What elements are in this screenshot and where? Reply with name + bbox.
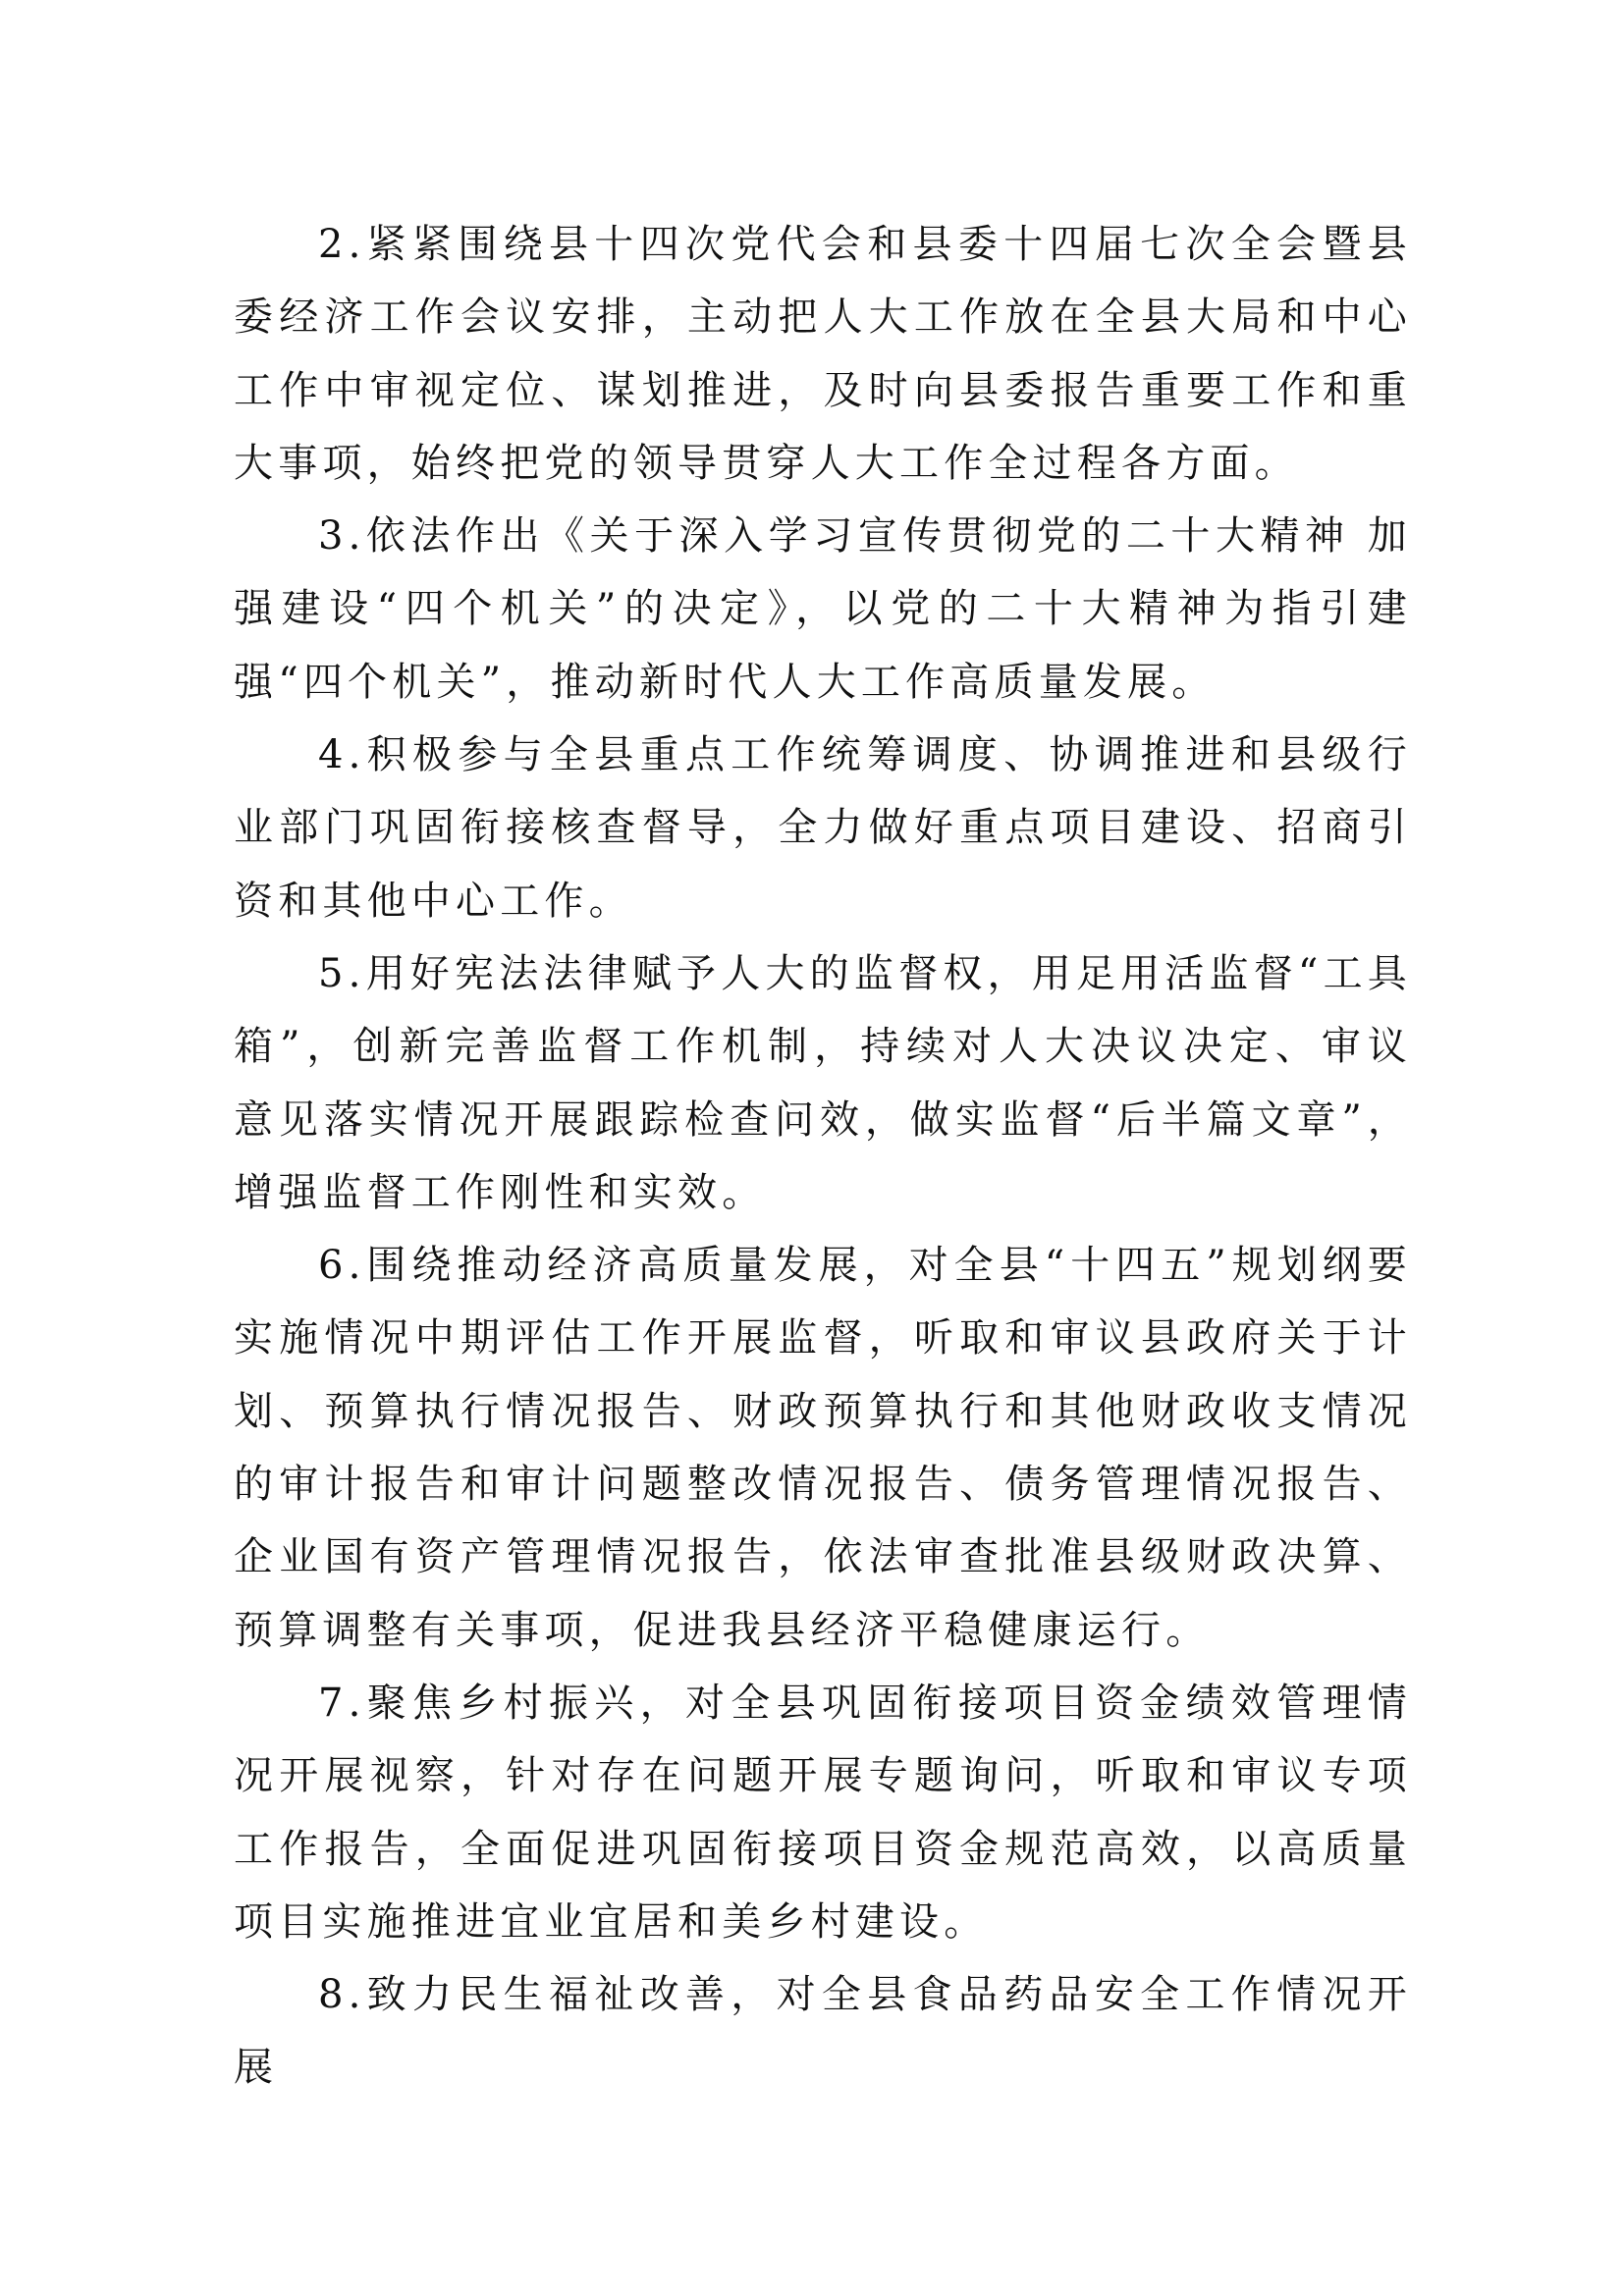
paragraph-item-6: 6.围绕推动经济高质量发展，对全县“十四五”规划纲要实施情况中期评估工作开展监督，听取和审议县政府关于计划、预算执行情况报告、财政预算执行和其他财政收支情况的审计报告和审计问题整改情况报告、债务管理情况报告、企业国有资产管理情况报告，依法审查批准县级财政决算、预算调整有关事项，促进我县经济平稳健康运行。 [234,1243,1412,1653]
paragraph-item-7: 7.聚焦乡村振兴，对全县巩固衔接项目资金绩效管理情况开展视察，针对存在问题开展专题询问，听取和审议专项工作报告，全面促进巩固衔接项目资金规范高效，以高质量项目实施推进宜业宜居和美乡村建设。 [234,1680,1412,1945]
paragraph-item-4: 4.积极参与全县重点工作统筹调度、协调推进和县级行业部门巩固衔接核查督导，全力做好重点项目建设、招商引资和其他中心工作。 [234,732,1412,924]
document-body [234,208,1412,2105]
paragraph-item-8: 8.致力民生福祉改善，对全县食品药品安全工作情况开展 [234,1972,1412,2091]
paragraph-item-5: 5.用好宪法法律赋予人大的监督权，用足用活监督“工具箱”，创新完善监督工作机制，持续对人大决议决定、审议意见落实情况开展跟踪检查问效，做实监督“后半篇文章”，增强监督工作刚性和实效。 [234,950,1412,1215]
paragraph-item-2: 2.紧紧围绕县十四次党代会和县委十四届七次全会暨县委经济工作会议安排，主动把人大工作放在全县大局和中心工作中审视定位、谋划推进，及时向县委报告重要工作和重大事项，始终把党的领导贯穿人大工作全过程各方面。 [234,222,1412,486]
paragraph-item-3: 3.依法作出《关于深入学习宣传贯彻党的二十大精神 加强建设“四个机关”的决定》，以党的二十大精神为指引建强“四个机关”，推动新时代人大工作高质量发展。 [234,513,1412,705]
